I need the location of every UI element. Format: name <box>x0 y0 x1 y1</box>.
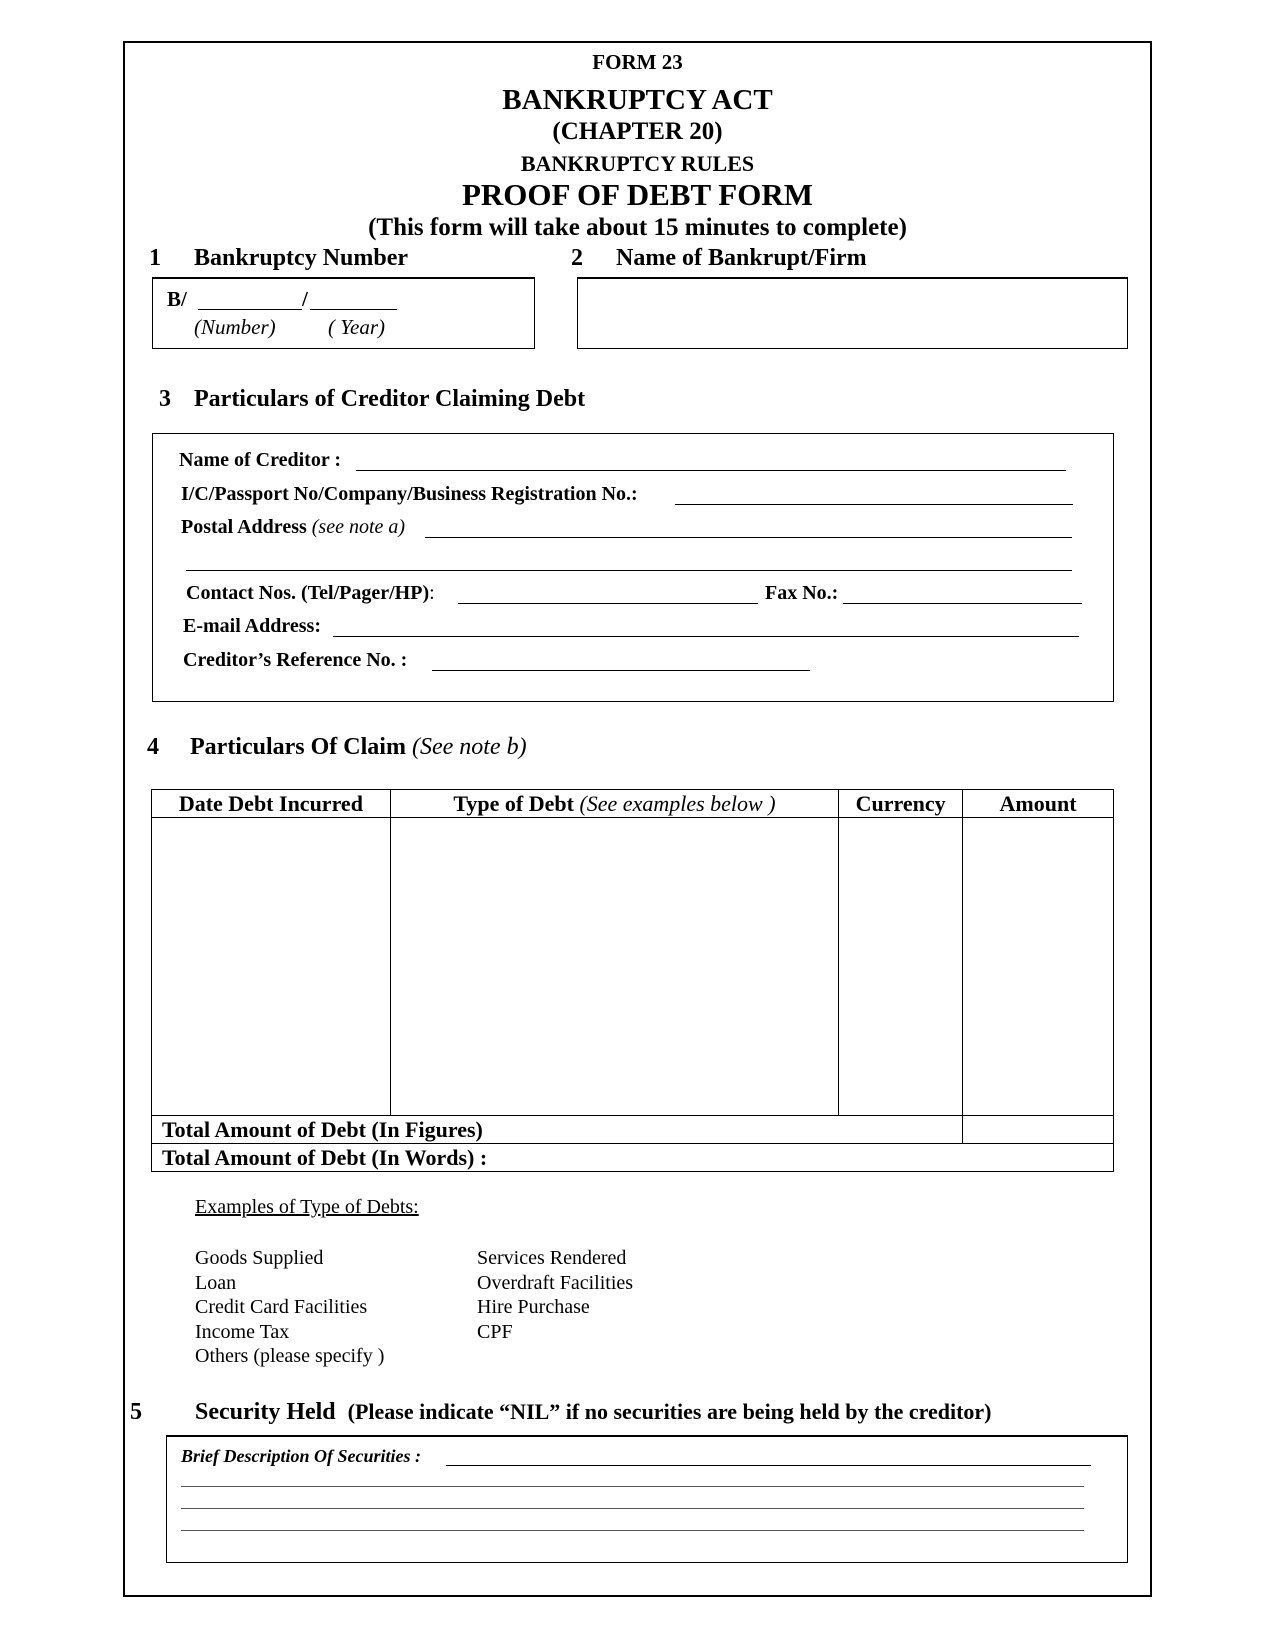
list-item: Goods Supplied <box>195 1247 324 1269</box>
claim-table <box>151 789 1114 1172</box>
list-item: Income Tax <box>195 1320 290 1343</box>
postal-address-label: Postal Address (see note a) <box>181 516 406 538</box>
bankruptcy-number-box <box>152 277 535 349</box>
section3-heading: Particulars of Creditor Claiming Debt <box>194 386 586 412</box>
rules-title: BANKRUPTCY RULES <box>520 151 755 176</box>
chapter-title: (CHAPTER 20) <box>552 118 723 145</box>
registration-label: I/C/Passport No/Company/Business Registration No.: <box>181 483 638 505</box>
list-item: Loan <box>195 1271 237 1294</box>
section3-number: 3 <box>159 386 171 412</box>
section5-number: 5 <box>130 1399 142 1425</box>
list-item: Hire Purchase <box>477 1296 590 1318</box>
examples-right-list <box>477 1246 633 1344</box>
bankruptcy-prefix: B/ <box>167 287 187 311</box>
column-header-amount: Amount <box>963 790 1114 818</box>
number-hint: (Number) <box>194 315 276 339</box>
total-words-row <box>152 1144 1114 1172</box>
claim-table-header <box>152 790 1114 818</box>
section5-note: (Please indicate “NIL” if no securities are being held by the creditor) <box>347 1399 992 1424</box>
examples-left-list <box>195 1246 384 1369</box>
creditor-name-input[interactable] <box>356 448 1066 471</box>
act-title: BANKRUPTCY ACT <box>502 84 773 116</box>
form-number: FORM 23 <box>592 50 683 74</box>
column-header-type: Type of Debt (See examples below ) <box>390 790 838 818</box>
section4-note: (See note b) <box>411 734 527 760</box>
list-item: CPF <box>477 1320 513 1343</box>
bankruptcy-number-input[interactable] <box>198 287 302 310</box>
type-cell-input[interactable] <box>390 818 838 1116</box>
email-label: E-mail Address: <box>183 615 321 637</box>
reference-label: Creditor’s Reference No. : <box>183 649 408 671</box>
amount-cell-input[interactable] <box>963 818 1114 1116</box>
section1-number: 1 <box>149 245 161 271</box>
year-hint: ( Year) <box>328 315 385 339</box>
table-row <box>152 818 1114 1116</box>
email-input[interactable] <box>333 614 1079 637</box>
total-figures-label: Total Amount of Debt (In Figures) <box>152 1116 963 1144</box>
registration-input[interactable] <box>675 482 1073 505</box>
postal-address-line2-input[interactable] <box>186 548 1072 571</box>
page-subtitle: (This form will take about 15 minutes to complete) <box>368 214 907 241</box>
list-item: Services Rendered <box>477 1247 627 1269</box>
section4-number: 4 <box>147 734 159 760</box>
section1-heading: Bankruptcy Number <box>194 245 409 271</box>
page-title: PROOF OF DEBT FORM <box>461 177 814 212</box>
securities-label: Brief Description Of Securities : <box>181 1446 421 1466</box>
creditor-name-label: Name of Creditor : <box>179 449 341 471</box>
contact-input[interactable] <box>458 581 758 604</box>
total-figures-input[interactable] <box>963 1116 1114 1144</box>
currency-cell-input[interactable] <box>839 818 963 1116</box>
securities-line-4[interactable] <box>181 1530 1084 1531</box>
examples-heading: Examples of Type of Debts: <box>195 1196 419 1218</box>
column-header-date: Date Debt Incurred <box>152 790 391 818</box>
total-figures-row <box>152 1116 1114 1144</box>
total-words-input[interactable]: Total Amount of Debt (In Words) : <box>152 1144 1114 1172</box>
column-header-currency: Currency <box>839 790 963 818</box>
securities-input[interactable] <box>446 1445 1091 1466</box>
fax-input[interactable] <box>843 581 1082 604</box>
postal-address-note: (see note a) <box>311 516 406 538</box>
bankruptcy-year-input[interactable] <box>310 287 397 310</box>
securities-line-3[interactable] <box>181 1508 1084 1509</box>
contact-label: Contact Nos. (Tel/Pager/HP): <box>186 582 435 604</box>
section4-heading: Particulars Of Claim (See note b) <box>190 734 527 760</box>
list-item: Credit Card Facilities <box>195 1296 368 1318</box>
section2-heading: Name of Bankrupt/Firm <box>616 245 867 271</box>
fax-label: Fax No.: <box>765 582 839 604</box>
reference-input[interactable] <box>432 648 810 671</box>
section2-number: 2 <box>571 245 583 271</box>
securities-line-2[interactable] <box>181 1486 1084 1487</box>
postal-address-input[interactable] <box>425 515 1072 538</box>
list-item: Others (please specify ) <box>195 1345 385 1367</box>
bankrupt-name-input[interactable] <box>577 277 1128 349</box>
date-cell-input[interactable] <box>152 818 391 1116</box>
section5-heading: Security Held (Please indicate “NIL” if no securities are being held by the creditor) <box>195 1399 992 1425</box>
bankruptcy-separator: / <box>302 287 308 311</box>
list-item: Overdraft Facilities <box>477 1271 634 1294</box>
